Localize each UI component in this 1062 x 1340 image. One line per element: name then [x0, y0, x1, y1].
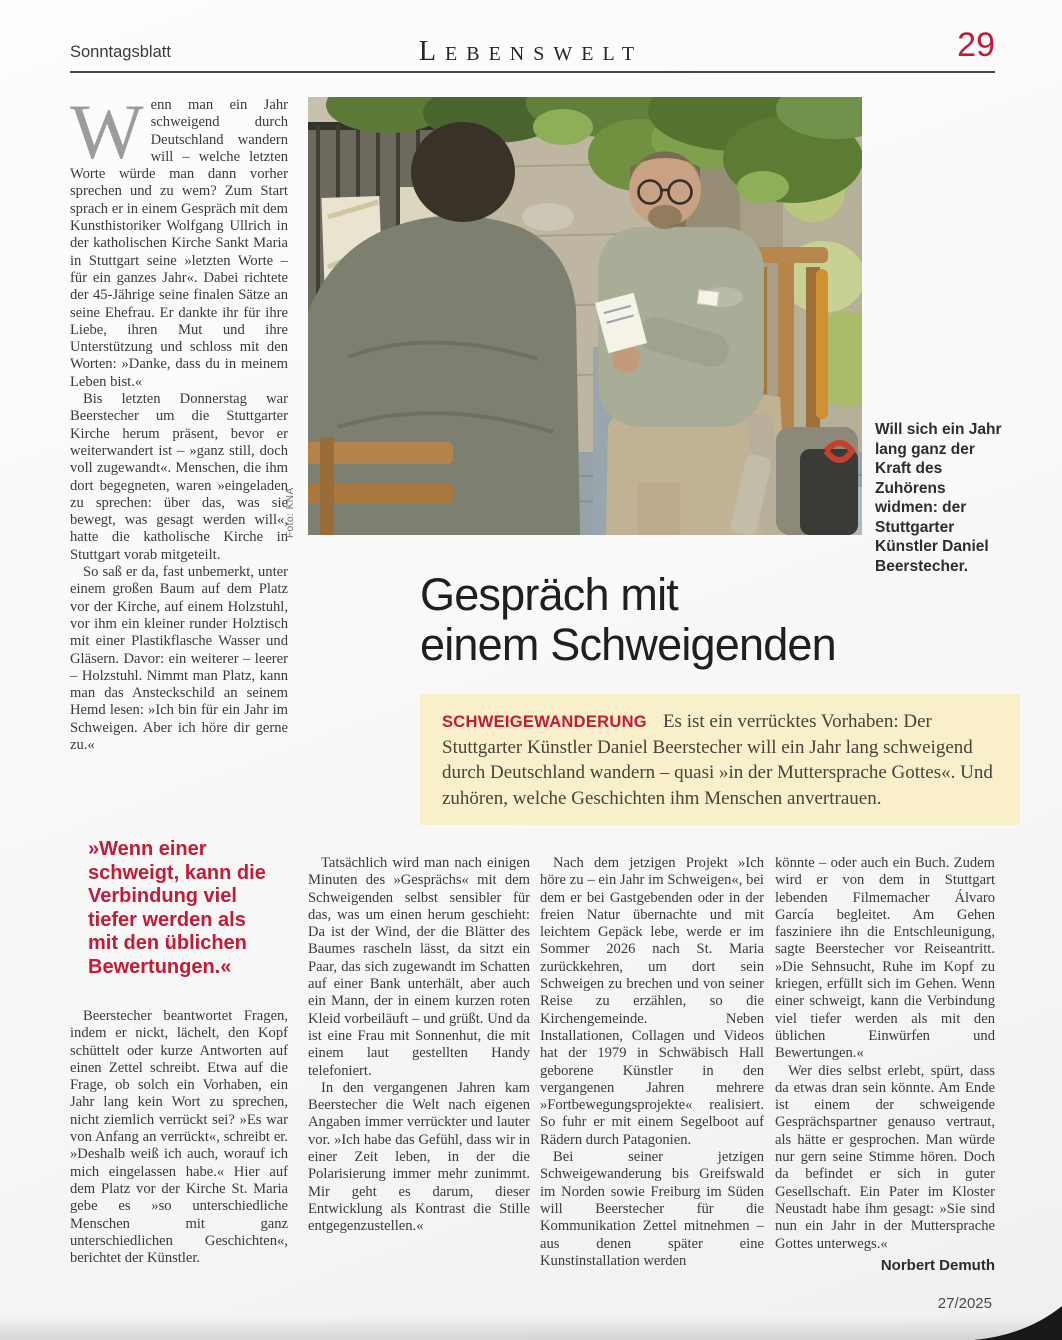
paragraph: In den vergangenen Jahren kam Beerstecher die Welt nach eigenen Angaben immer verrückter und lauter vor. »Ich habe das Gefühl, dass wir in einer Zeit leben, in der die Polarisierung immer mehr zunimmt. Mir geht es darum, dieser Entwicklung als Kontrast die Stille entgegenzustellen.« [308, 1079, 530, 1235]
page-curl [974, 1306, 1062, 1340]
kicker-paragraph [442, 709, 1002, 811]
article-column-4 [775, 855, 995, 1275]
paragraph: So saß er da, fast unbemerkt, unter einem großen Baum auf dem Platz vor der Kirche, auf einem Holzstuhl, vor ihm ein kleiner runder Holztisch mit einer Plastikflasche Wasser und Gläsern. Davor: ein weiterer – leerer – Holzstuhl. Nimmt man Platz, kann man das Ansteckschild an seinem Hemd lesen: »Ich bin für ein Jahr im Schweigen. Aber ich höre dir gerne zu.« [70, 564, 288, 753]
paragraph: Wer dies selbst erlebt, spürt, dass da etwas dran sein könnte. Am Ende ist einem der schweigende Gesprächspartner genauso vertraut, als hätte er gesprochen. Man würde nur gern seine Stimme hören. Doch da befindet er sich in guter Gesellschaft. Ein Pater im Kloster Neustadt habe ihm gesagt: »Sie sind nun ein Jahr in der Muttersprache Gottes unterwegs.« [775, 1062, 995, 1252]
photo-caption: Will sich ein Jahr lang ganz der Kraft des Zuhörens widmen: der Stuttgarter Künstler Daniel Beerstecher. [875, 421, 1002, 575]
article-column-1 [70, 88, 289, 754]
page-bottom-shadow [0, 1316, 1062, 1340]
paragraph-text: enn man ein Jahr schweigend durch Deutschland wandern will – welche letzten Worte würde man dann vorher sprechen und zu wem? Zum Start sprach er in einem Gespräch mit dem Kunsthistoriker Wolfgang Ullrich in der katholischen Kirche Sankt Maria in Stuttgart seine »letzten Worte – für ein ganzes Jahr«. Dabei richtete der 45-Jährige seine finalen Sätze an seine Ehefrau. Er dankte ihr für ihre Liebe, ihren Mut und ihre Unterstützung und schloss mit den Worten: »Danke, dass du in meinem Leben bist.« [70, 97, 289, 390]
masthead: Sonntagsblatt [70, 43, 171, 61]
author-byline: Norbert Demuth [880, 1256, 995, 1274]
paragraph: Tatsächlich wird man nach einigen Minuten des »Gesprächs« mit dem Schweigenden selbst sensibler für das, was um einen herum geschieht: Da ist der Wind, der die Blätter des Baumes rascheln lässt, da sitzt ein Paar, das sich zugewandt im Schatten auf einer Bank unterhält, aber auch ein Mann, der in einem kurzen roten Kleid vorbeiläuft – und grüßt. Und da ist eine Frau mit Sonnenhut, die mit einem laut gestellten Handy telefoniert. [308, 855, 530, 1079]
drop-cap: W [70, 88, 144, 175]
pull-quote: »Wenn einer schweigt, kann die Verbindung viel tiefer werden als mit den üblichen Bewertungen.« [88, 838, 266, 978]
photo-illustration [308, 97, 862, 535]
section-title: Lebenswelt [418, 36, 644, 67]
article-photo [308, 97, 862, 535]
article-column-2 [308, 855, 530, 1236]
paragraph: könnte – oder auch ein Buch. Zudem wird er von dem in Stuttgart lebenden Filmemacher Álvaro García begleitet. Am Gehen fasziniere ihn die Entschleunigung, sagte Beerstecher vor Reiseantritt. »Die Sehnsucht, Ruhe im Kopf zu kriegen, erfüllt sich im Gehen. Wenn einer schweigt, kann die Verbindung viel tiefer werden als mit den üblichen Einwürfen und Bewertungen.« [775, 855, 995, 1062]
headline-line-1: Gespräch mit [420, 569, 678, 620]
kicker-label: SCHWEIGEWANDERUNG [442, 713, 647, 731]
page-number: 29 [957, 26, 995, 64]
article-column-3 [540, 855, 764, 1270]
issue-number: 27/2025 [937, 1295, 992, 1312]
kicker-box [420, 694, 1020, 825]
photo-credit: Foto: KNA [285, 487, 296, 538]
article-column-1-continued [70, 1008, 288, 1267]
paragraph: Nach dem jetzigen Projekt »Ich höre zu – ein Jahr im Schweigen«, bei dem er bei Gastgebenden oder in der freien Natur übernachte und mit leichtem Gepäck lebe, werde er im Sommer 2026 nach St. Maria zurückkehren, um dort sein Schweigen zu brechen und von seiner Reise zu erzählen, so die Kirchengemeinde. Neben Installationen, Collagen und Videos hat der 1979 in Schwäbisch Hall geborene Künstler in den vergangenen Jahren mehrere »Fortbewegungsprojekte« realisiert. So fuhr er mit einem Segelboot auf Rädern durch Patagonien. [540, 855, 764, 1148]
header-rule [70, 71, 995, 73]
paragraph: Bis letzten Donnerstag war Beerstecher um die Stuttgarter Kirche herum präsent, bevor er weiterwandert ist – »ganz still, doch voll zugewandt«. Menschen, die ihm dort begegneten, waren »eingeladen zu sprechen: über das, was sie bewegt, was gesagt werden will«, hatte die katholische Kirche in Stuttgart vorab mitgeteilt. [70, 391, 288, 563]
paragraph: Bei seiner jetzigen Schweigewanderung bis Greifswald im Norden sowie Freiburg im Süden will Beerstecher für die Kommunikation Zettel mitnehmen – aus denen später eine Kunstinstallation werden [540, 1149, 764, 1269]
article-headline [420, 570, 836, 670]
paragraph: Beerstecher beantwortet Fragen, indem er nickt, lächelt, den Kopf schüttelt oder kurze Antworten auf einen Zettel schreibt. Etwa auf die Frage, ob solch ein Vorhaben, ein Jahr lang kein Wort zu sprechen, nicht ziemlich verrückt sei? »Es war von Anfang an verrückt«, schreibt er. »Deshalb weiß ich auch, worauf ich mich eingelassen habe.« Hier auf dem Platz vor der Kirche St. Maria gebe es »so unterschiedliche Menschen mit ganz unterschiedlichen Geschichten«, berichtet der Künstler. [70, 1008, 288, 1267]
kicker-text: Es ist ein verrücktes Vorhaben: Der Stuttgarter Künstler Daniel Beerstecher will ein Jahr lang schweigend durch Deutschland wandern – quasi »in der Muttersprache Gottes«. Und zuhören, welche Geschichten ihm Menschen anvertrauen. [442, 711, 993, 809]
paragraph [70, 88, 289, 391]
headline-line-2: einem Schweigenden [420, 619, 836, 670]
